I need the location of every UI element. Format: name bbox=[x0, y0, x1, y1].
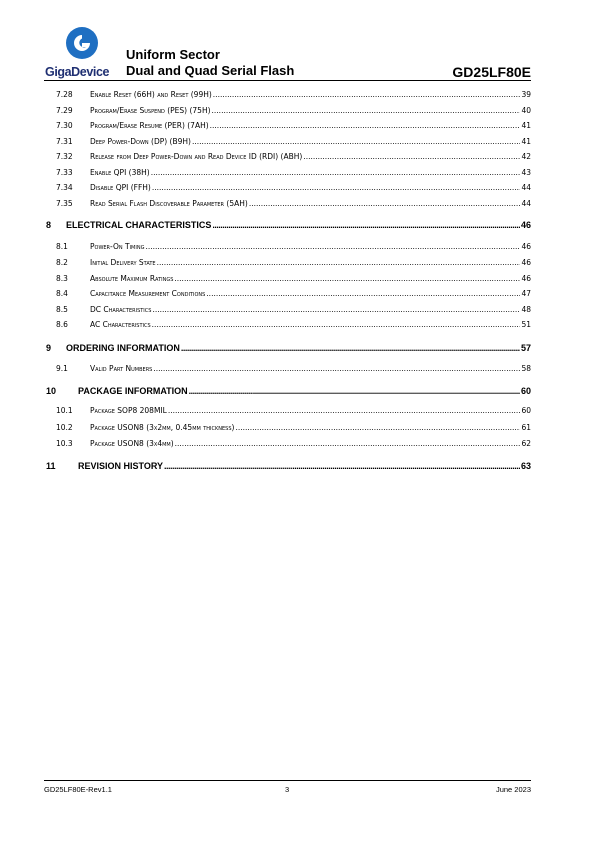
toc-leader-dots bbox=[303, 152, 520, 161]
toc-entry[interactable] bbox=[44, 439, 531, 448]
toc-entry-title: ELECTRICAL CHARACTERISTICS bbox=[66, 220, 212, 230]
toc-entry-page: 51 bbox=[521, 320, 531, 329]
document-title-line1: Uniform Sector bbox=[126, 47, 220, 62]
toc-entry[interactable] bbox=[44, 152, 531, 161]
toc-entry[interactable] bbox=[44, 406, 531, 415]
toc-leader-dots bbox=[152, 183, 521, 192]
header-divider bbox=[44, 80, 531, 81]
toc-entry-page: 46 bbox=[521, 258, 531, 267]
toc-leader-dots bbox=[181, 343, 520, 353]
toc-leader-dots bbox=[212, 106, 521, 115]
toc-entry-title: DC Characteristics bbox=[90, 305, 152, 314]
toc-leader-dots bbox=[157, 258, 521, 267]
toc-entry-title: Enable QPI (38H) bbox=[90, 167, 150, 177]
toc-leader-dots bbox=[145, 242, 520, 251]
toc-leader-dots bbox=[189, 386, 520, 396]
toc-entry-number: 8.4 bbox=[56, 289, 68, 298]
toc-entry-title: Absolute Maximum Ratings bbox=[90, 274, 174, 283]
toc-entry-page: 41 bbox=[521, 121, 531, 130]
toc-entry-number: 8.3 bbox=[56, 274, 68, 283]
toc-entry[interactable] bbox=[44, 220, 531, 230]
toc-entry-title: Package SOP8 208MIL bbox=[90, 406, 167, 415]
toc-leader-dots bbox=[192, 137, 520, 146]
part-number: GD25LF80E bbox=[452, 64, 531, 80]
toc-entry-page: 43 bbox=[521, 167, 531, 177]
toc-leader-dots bbox=[151, 168, 521, 177]
toc-entry[interactable] bbox=[44, 90, 531, 99]
toc-entry-page: 46 bbox=[520, 220, 531, 230]
toc-entry-page: 46 bbox=[521, 242, 531, 251]
toc-entry-page: 48 bbox=[521, 305, 531, 314]
toc-leader-dots bbox=[152, 305, 520, 314]
toc-entry-page: 44 bbox=[521, 198, 531, 208]
toc-entry-title: PACKAGE INFORMATION bbox=[78, 386, 188, 396]
toc-entry[interactable] bbox=[44, 199, 531, 208]
toc-entry[interactable] bbox=[44, 274, 531, 283]
toc-leader-dots bbox=[153, 364, 520, 373]
toc-entry-title: Release from Deep Power-Down and Read Device ID (RDI) (ABH) bbox=[90, 152, 303, 161]
toc-entry-page: 40 bbox=[521, 105, 531, 115]
toc-leader-dots bbox=[175, 439, 521, 448]
footer-date: June 2023 bbox=[495, 785, 531, 794]
toc-leader-dots bbox=[206, 289, 520, 298]
toc-leader-dots bbox=[212, 220, 520, 230]
toc-entry[interactable] bbox=[44, 320, 531, 329]
toc-entry-page: 42 bbox=[521, 152, 531, 161]
toc-entry[interactable] bbox=[44, 289, 531, 298]
toc-entry-page: 61 bbox=[521, 423, 531, 432]
toc-entry[interactable] bbox=[44, 137, 531, 146]
toc-entry-page: 47 bbox=[521, 289, 531, 298]
toc-entry[interactable] bbox=[44, 343, 531, 353]
toc-entry-title: REVISION HISTORY bbox=[78, 461, 164, 471]
toc-entry-number: 10.1 bbox=[56, 406, 73, 415]
toc-entry[interactable] bbox=[44, 423, 531, 432]
toc-entry-title: Capacitance Measurement Conditions bbox=[90, 289, 206, 298]
toc-entry[interactable] bbox=[44, 305, 531, 314]
toc-entry-number: 9.1 bbox=[56, 364, 68, 373]
toc-leader-dots bbox=[235, 423, 520, 432]
toc-entry[interactable] bbox=[44, 106, 531, 115]
toc-entry[interactable] bbox=[44, 168, 531, 177]
toc-entry-title: Read Serial Flash Discoverable Parameter (5AH) bbox=[90, 198, 248, 208]
toc-entry-title: Disable QPI (FFH) bbox=[90, 183, 151, 192]
toc-entry-title: Program/Erase Suspend (PES) (75H) bbox=[90, 105, 211, 115]
toc-entry-number: 7.31 bbox=[56, 136, 73, 146]
toc-entry-number: 10 bbox=[46, 386, 57, 396]
gigadevice-logo bbox=[45, 26, 125, 80]
toc-entry-title: Package USON8 (3x4mm) bbox=[90, 439, 174, 448]
toc-entry-number: 7.29 bbox=[56, 105, 73, 115]
gigadevice-logo-icon bbox=[65, 26, 99, 60]
toc-entry-page: 58 bbox=[521, 364, 531, 373]
toc-entry-title: ORDERING INFORMATION bbox=[66, 343, 180, 353]
toc-entry-title: AC Characteristics bbox=[90, 320, 151, 329]
toc-entry-page: 44 bbox=[521, 183, 531, 192]
toc-entry-page: 39 bbox=[521, 90, 531, 99]
toc-entry-number: 9 bbox=[46, 343, 52, 353]
toc-leader-dots bbox=[210, 121, 521, 130]
toc-entry-number: 8 bbox=[46, 220, 52, 230]
toc-entry[interactable] bbox=[44, 121, 531, 130]
toc-entry-title: Initial Delivery State bbox=[90, 258, 156, 267]
footer-divider bbox=[44, 780, 531, 781]
toc-entry-number: 8.6 bbox=[56, 320, 68, 329]
toc-leader-dots bbox=[152, 320, 521, 329]
toc-leader-dots bbox=[168, 406, 521, 415]
footer-page-number: 3 bbox=[285, 785, 290, 794]
document-title-line2: Dual and Quad Serial Flash bbox=[126, 63, 295, 78]
toc-entry-page: 60 bbox=[521, 406, 531, 415]
toc-entry-number: 7.35 bbox=[56, 198, 73, 208]
toc-entry[interactable] bbox=[44, 364, 531, 373]
toc-entry-page: 46 bbox=[521, 274, 531, 283]
toc-entry-page: 41 bbox=[521, 136, 531, 146]
toc-entry-title: Enable Reset (66H) and Reset (99H) bbox=[90, 90, 212, 99]
toc-entry[interactable] bbox=[44, 183, 531, 192]
toc-entry-number: 7.30 bbox=[56, 121, 73, 130]
toc-entry-number: 8.5 bbox=[56, 305, 68, 314]
toc-entry-number: 11 bbox=[46, 461, 56, 471]
toc-entry-number: 10.3 bbox=[56, 439, 73, 448]
toc-entry-number: 8.1 bbox=[56, 242, 68, 251]
toc-entry-page: 57 bbox=[520, 343, 531, 353]
toc-entry-page: 62 bbox=[521, 439, 531, 448]
logo-text: GigaDevice bbox=[45, 65, 110, 79]
toc-entry-number: 7.28 bbox=[56, 90, 73, 99]
toc-entry[interactable] bbox=[44, 386, 531, 396]
toc-leader-dots bbox=[164, 461, 520, 471]
toc-entry-page: 63 bbox=[520, 461, 531, 471]
toc-leader-dots bbox=[213, 90, 521, 99]
toc-entry-title: Program/Erase Resume (PER) (7AH) bbox=[90, 121, 209, 130]
toc-entry-number: 10.2 bbox=[56, 423, 73, 432]
toc-entry-page: 60 bbox=[520, 386, 531, 396]
toc-entry[interactable] bbox=[44, 461, 531, 471]
toc-entry-title: Deep Power-Down (DP) (B9H) bbox=[90, 136, 191, 146]
toc-entry-title: Power-On Timing bbox=[90, 242, 145, 251]
toc-entry-title: Package USON8 (3x2mm, 0.45mm thickness) bbox=[90, 423, 235, 432]
toc-entry-number: 8.2 bbox=[56, 258, 68, 267]
toc-leader-dots bbox=[174, 274, 520, 283]
toc-entry-title: Valid Part Numbers bbox=[90, 364, 153, 373]
toc-leader-dots bbox=[249, 199, 521, 208]
toc-entry-number: 7.33 bbox=[56, 167, 73, 177]
toc-entry-number: 7.32 bbox=[56, 152, 73, 161]
footer-document-revision: GD25LF80E-Rev1.1 bbox=[44, 785, 112, 794]
toc-entry-number: 7.34 bbox=[56, 183, 73, 192]
toc-entry[interactable] bbox=[44, 258, 531, 267]
toc-entry[interactable] bbox=[44, 242, 531, 251]
